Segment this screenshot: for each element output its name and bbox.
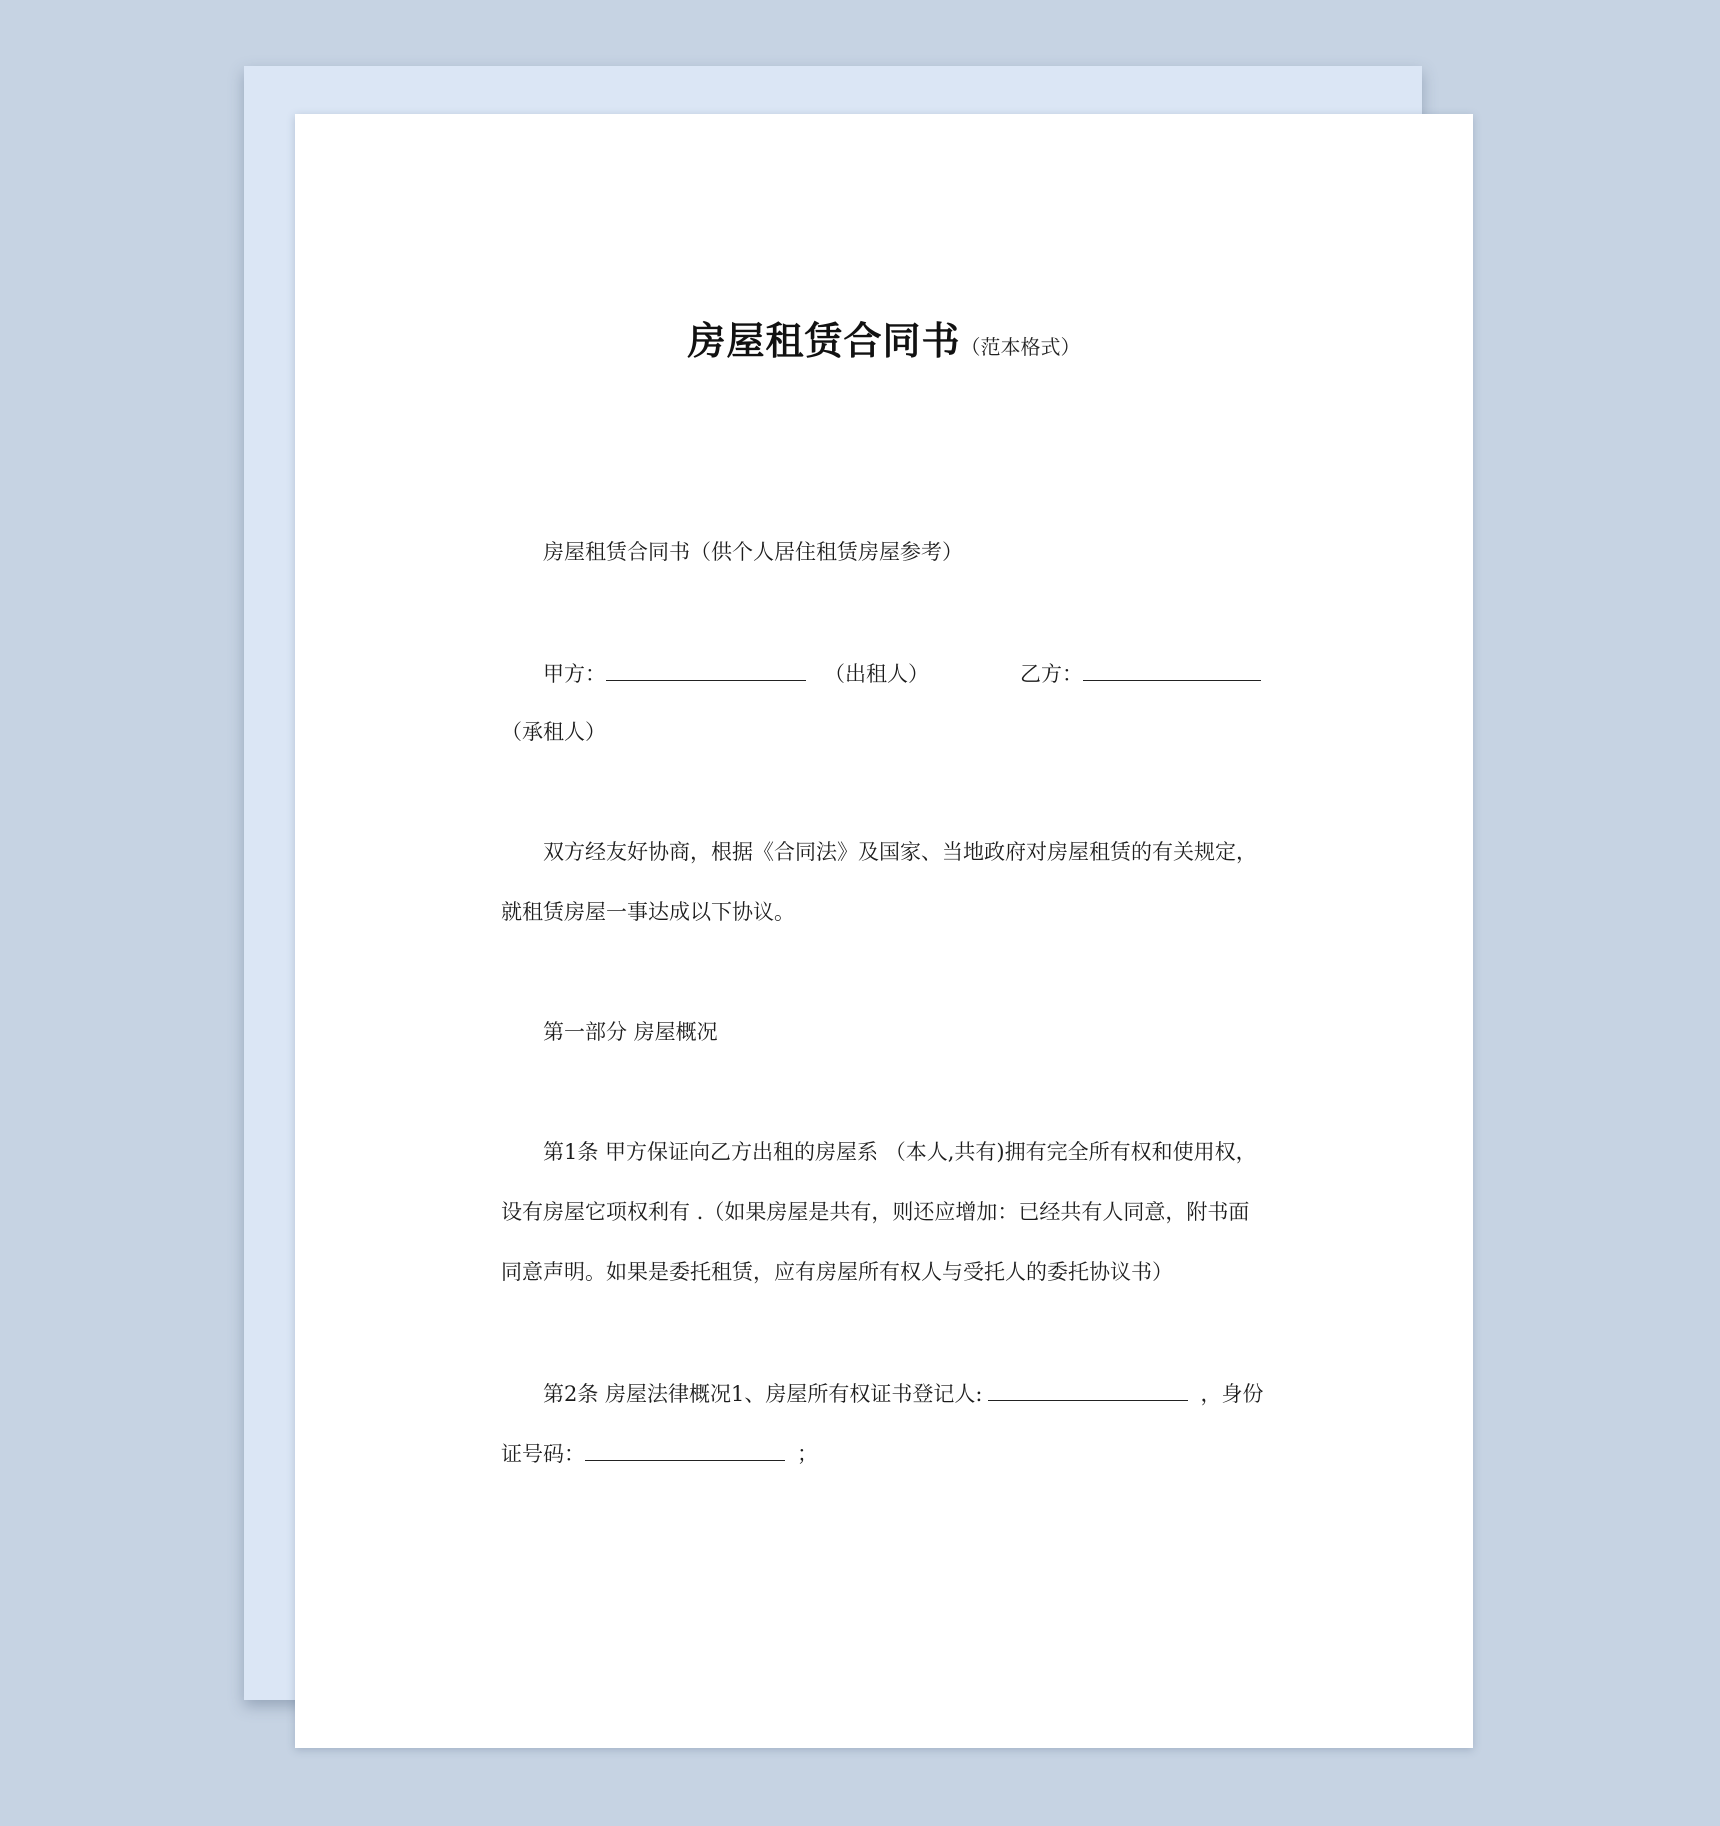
document-page — [295, 114, 1473, 1748]
article-2-line-1 — [543, 1378, 1263, 1408]
owner-name-blank — [988, 1378, 1188, 1401]
party-a-line — [543, 658, 929, 688]
party-b-blank — [1083, 658, 1261, 681]
party-a-label: 甲方： — [543, 662, 606, 686]
party-b-label: 乙方： — [1020, 662, 1083, 686]
party-a-role: （出租人） — [824, 662, 929, 686]
article-1-line-3: 同意声明。如果是委托租赁，应有房屋所有权人与受托人的委托协议书） — [501, 1260, 1173, 1284]
article-2-line-2 — [501, 1438, 818, 1468]
intro-line-2: 就租赁房屋一事达成以下协议。 — [501, 900, 795, 924]
intro-line-1: 双方经友好协商，根据《合同法》及国家、当地政府对房屋租赁的有关规定， — [543, 840, 1257, 864]
id-number-label: 证号码： — [501, 1442, 585, 1466]
id-number-blank — [585, 1438, 785, 1461]
document-subtitle: 房屋租赁合同书（供个人居住租赁房屋参考） — [543, 540, 963, 564]
article-2-text: 第2条 房屋法律概况1、房屋所有权证书登记人: — [543, 1382, 983, 1406]
party-b-role: （承租人） — [501, 720, 606, 744]
id-number-tail: ； — [797, 1442, 818, 1466]
article-1-line-1: 第1条 甲方保证向乙方出租的房屋系 （本人,共有)拥有完全所有权和使用权， — [543, 1140, 1257, 1164]
document-title-note: （范本格式） — [960, 335, 1081, 359]
party-a-blank — [606, 658, 806, 681]
article-1-line-2: 设有房屋它项权利有 .（如果房屋是共有，则还应增加：已经共有人同意，附书面 — [501, 1200, 1250, 1224]
document-title-row — [295, 310, 1473, 365]
party-b-line — [1020, 658, 1261, 688]
document-title: 房屋租赁合同书 — [687, 319, 961, 363]
section-1-heading: 第一部分 房屋概况 — [543, 1020, 718, 1044]
article-2-tail: ，身份 — [1200, 1382, 1264, 1406]
